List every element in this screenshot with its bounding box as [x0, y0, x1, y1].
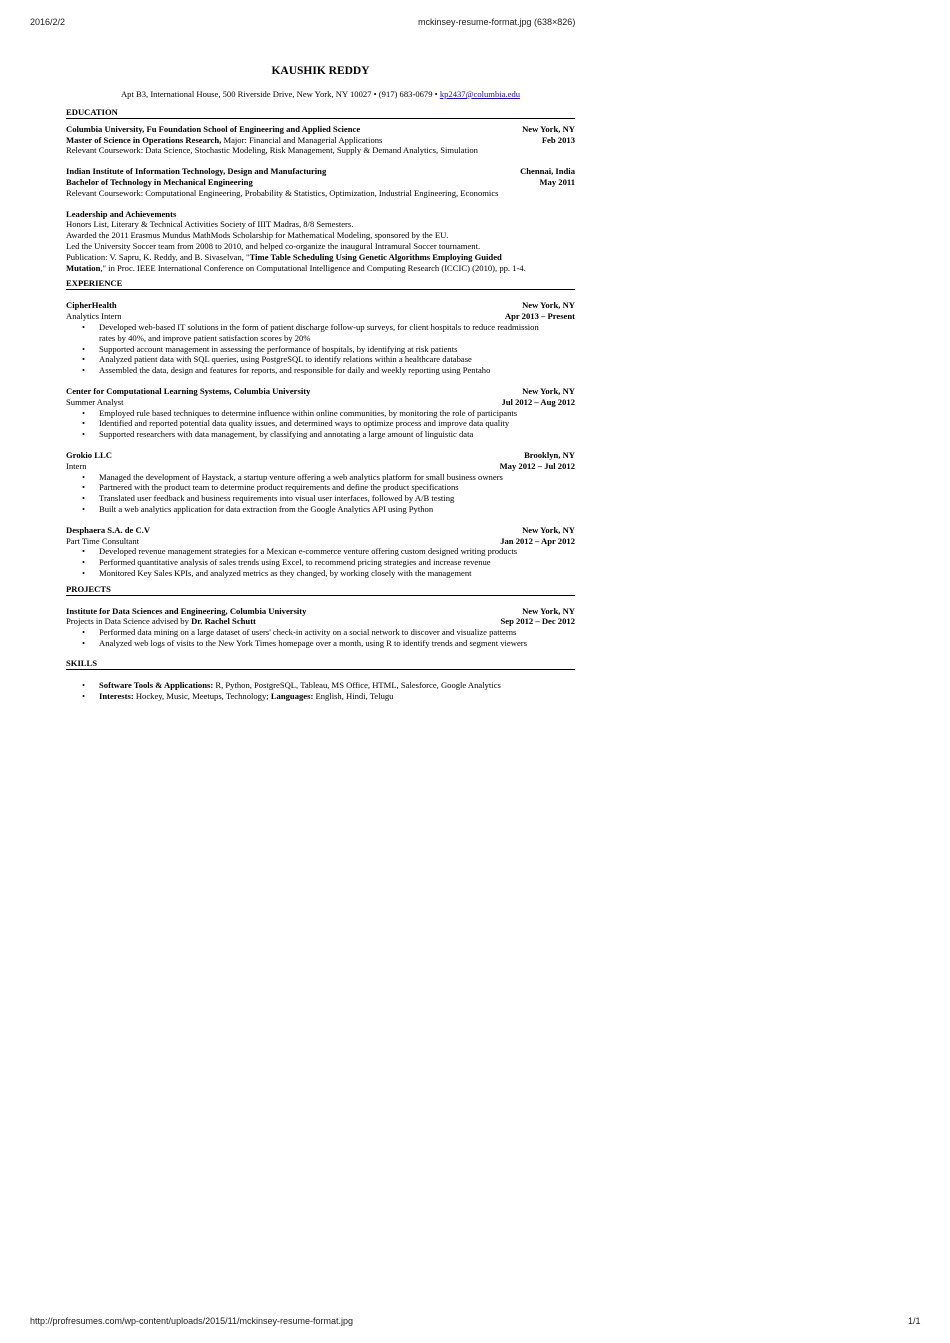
languages-label: Languages:: [270, 690, 314, 701]
project-bullets: [66, 627, 575, 649]
degree-date: May 2011: [539, 176, 575, 187]
bullet-item: • Monitored Key Sales KPIs, and analyzed metrics as they changed, by working closely with the management: [99, 568, 575, 579]
company-name: CipherHealth: [66, 300, 117, 311]
project-location: New York, NY: [522, 605, 575, 616]
skills-list: [66, 680, 575, 702]
job-bullets: [66, 408, 575, 440]
coursework: Relevant Coursework: Computational Engineering, Probability & Statistics, Optimization, Industrial Engineering, Economics: [66, 187, 499, 198]
skills-heading: SKILLS: [66, 658, 575, 670]
leadership-line: Honors List, Literary & Technical Activities Society of IIIT Madras, 8/8 Semesters.: [66, 219, 354, 230]
major: Major: Financial and Managerial Applications: [221, 134, 383, 145]
print-date: 2016/2/2: [30, 17, 66, 27]
skills-interests: [99, 691, 575, 702]
job-location: New York, NY: [522, 524, 575, 535]
publication-prefix: Publication: V. Sapru, K. Reddy, and B. Sivaselvan, ": [66, 251, 250, 262]
skills-tools: [99, 680, 575, 691]
job-role: Summer Analyst: [66, 396, 124, 407]
interests-value: Hockey, Music, Meetups, Technology;: [133, 690, 271, 701]
education-entry: [66, 166, 575, 198]
bullet-item: • Supported researchers with data management, by classifying and annotating a large amount of linguistic data: [99, 429, 575, 440]
project-entry: [66, 606, 575, 649]
print-url: http://profresumes.com/wp-content/uploads/2015/11/mckinsey-resume-format.jpg: [30, 1316, 353, 1326]
bullet-item: • Partnered with the product team to determine product requirements and define the product specifications: [99, 482, 575, 493]
print-title: mckinsey-resume-format.jpg (638×826): [418, 17, 576, 27]
project-advisor: Dr. Rachel Schutt: [191, 616, 256, 627]
projects-heading: PROJECTS: [66, 584, 575, 596]
publication-suffix: ," in Proc. IEEE International Conference on Computational Intelligence and Computing Research (ICCIC) (2010), pp. 1-4.: [100, 262, 526, 273]
company-name: Center for Computational Learning Systems, Columbia University: [66, 385, 311, 396]
tools-value: R, Python, PostgreSQL, Tableau, MS Office, HTML, Salesforce, Google Analytics: [213, 679, 501, 690]
job-bullets: [66, 322, 575, 376]
publication-title: Time Table Scheduling Using Genetic Algorithms Employing Guided: [249, 251, 502, 262]
bullet-item: • Analyzed web logs of visits to the New York Times homepage over a month, using R to identify trends and segment viewers: [99, 638, 575, 649]
degree: Master of Science in Operations Research,: [66, 134, 222, 145]
company-name: Desphaera S.A. de C.V: [66, 524, 151, 535]
publication: [66, 252, 575, 274]
project-org: Institute for Data Sciences and Engineering, Columbia University: [66, 605, 307, 616]
bullet-item: • Assembled the data, design and features for reports, and responsible for daily and weekly reporting using Pentaho: [99, 365, 575, 376]
email-link[interactable]: kp2437@columbia.edu: [439, 89, 521, 99]
bullet-item: • Identified and reported potential data quality issues, and determined ways to optimize process and improve data quality: [99, 418, 575, 429]
education-heading: EDUCATION: [66, 107, 575, 119]
bullet-item: • Managed the development of Haystack, a startup venture offering a web analytics platform for small business owners: [99, 472, 575, 483]
job-entry: [66, 450, 575, 515]
company-name: Grokio LLC: [66, 449, 112, 460]
job-date: Jan 2012 – Apr 2012: [500, 535, 575, 546]
job-entry: [66, 300, 575, 376]
job-role: Part Time Consultant: [66, 535, 140, 546]
school-location: New York, NY: [522, 123, 575, 134]
bullet-item: • Analyzed patient data with SQL queries, using PostgreSQL to identify relations within a healthcare database: [99, 354, 575, 365]
leadership-line: Awarded the 2011 Erasmus Mundus MathMods Scholarship for Mathematical Modeling, sponsored by the EU.: [66, 230, 449, 241]
leadership-heading: Leadership and Achievements: [66, 208, 177, 219]
languages-value: English, Hindi, Telugu: [313, 690, 394, 701]
bullet-item: • Employed rule based techniques to determine influence within online communities, by monitoring the role of participants: [99, 408, 575, 419]
education-entry: [66, 124, 575, 156]
job-location: New York, NY: [522, 300, 575, 311]
bullet-item: • Developed revenue management strategies for a Mexican e-commerce venture offering custom designed writing products: [99, 546, 575, 557]
contact-line: [66, 89, 575, 100]
bullet-item: • Performed quantitative analysis of sales trends using Excel, to recommend pricing strategies and increase revenue: [99, 557, 575, 568]
job-date: Apr 2013 – Present: [504, 311, 575, 322]
job-role: Intern: [66, 460, 87, 471]
publication-title-cont: Mutation: [66, 262, 101, 273]
job-location: Brooklyn, NY: [524, 449, 575, 460]
resume-page: [66, 64, 575, 701]
job-role: Analytics Intern: [66, 311, 122, 322]
leadership-line: Led the University Soccer team from 2008 to 2010, and helped co-organize the inaugural Intramural Soccer tournament.: [66, 240, 481, 251]
bullet-item: • Built a web analytics application for data extraction from the Google Analytics API using Python: [99, 504, 575, 515]
print-page-number: 1/1: [908, 1316, 921, 1326]
degree: Bachelor of Technology in Mechanical Engineering: [66, 176, 253, 187]
job-bullets: [66, 546, 575, 578]
school-location: Chennai, India: [520, 166, 575, 177]
contact-address: Apt B3, International House, 500 Riverside Drive, New York, NY 10027 • (917) 683-0679 •: [120, 89, 440, 99]
school-name: Indian Institute of Information Technology, Design and Manufacturing: [66, 166, 327, 177]
project-date: Sep 2012 – Dec 2012: [500, 616, 575, 627]
bullet-item: • Translated user feedback and business requirements into visual user interfaces, followed by A/B testing: [99, 493, 575, 504]
job-entry: [66, 386, 575, 440]
job-location: New York, NY: [522, 385, 575, 396]
job-date: Jul 2012 – Aug 2012: [501, 396, 575, 407]
job-entry: [66, 525, 575, 579]
school-name: Columbia University, Fu Foundation School of Engineering and Applied Science: [66, 123, 361, 134]
tools-label: Software Tools & Applications:: [99, 679, 214, 690]
job-bullets: [66, 472, 575, 515]
interests-label: Interests:: [99, 690, 134, 701]
job-date: May 2012 – Jul 2012: [499, 460, 575, 471]
experience-heading: EXPERIENCE: [66, 278, 575, 290]
degree-date: Feb 2013: [541, 134, 575, 145]
coursework: Relevant Coursework: Data Science, Stochastic Modeling, Risk Management, Supply & Demand Analytics, Simulation: [66, 145, 478, 156]
bullet-item: • Performed data mining on a large dataset of users' check-in activity on a social network to discover and visualize patterns: [99, 627, 575, 638]
bullet-item: • Supported account management in assessing the performance of hospitals, by identifying at risk patients: [99, 344, 575, 355]
project-desc: Projects in Data Science advised by: [66, 616, 192, 627]
resume-name: KAUSHIK REDDY: [271, 65, 370, 77]
bullet-item: • Developed web-based IT solutions in the form of patient discharge follow-up surveys, for client hospitals to reduce readmission rates by 40%, and improve patient satisfaction scores by 20%: [99, 322, 539, 344]
leadership-block: [66, 209, 575, 274]
